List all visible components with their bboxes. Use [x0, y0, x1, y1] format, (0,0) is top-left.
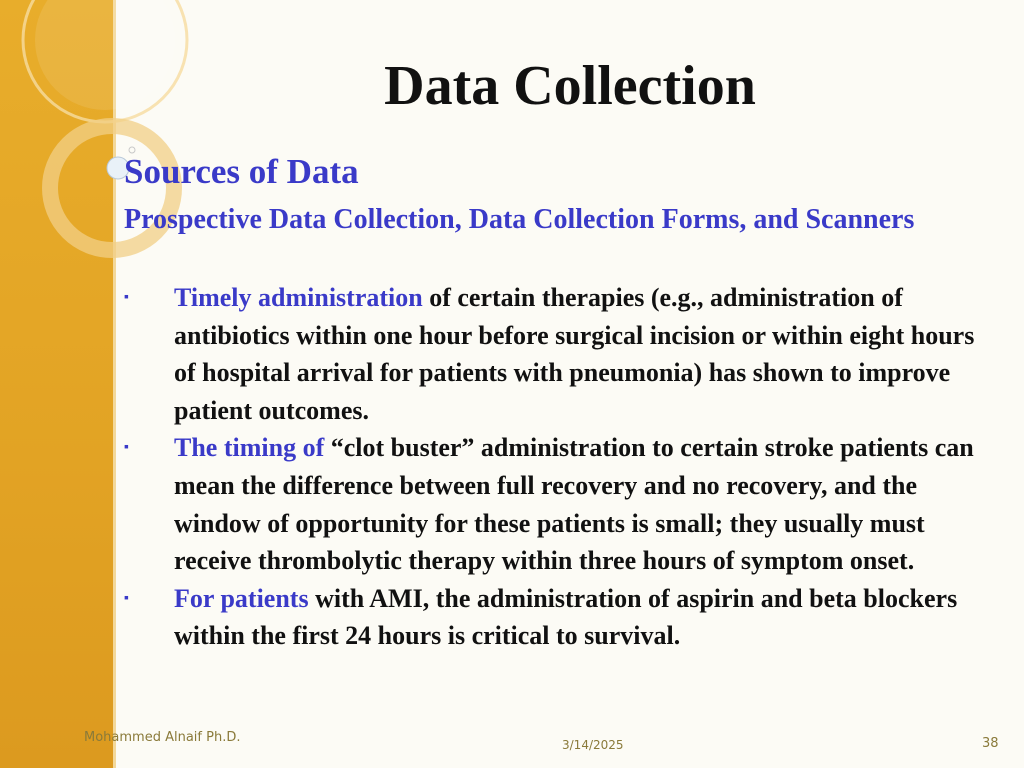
- bullet-text: of certain therapies (e.g., administration of antibiotics within one hour before surgical incision or within eight hours of hospital arrival for patients with pneumonia) has shown to improve patient outcomes.: [174, 283, 975, 425]
- footer-date: 3/14/2025: [562, 738, 624, 752]
- page-number: 38: [982, 736, 999, 751]
- section-heading: Sources of Data: [124, 152, 359, 191]
- bullet-text: with AMI, the administration of aspirin and beta blockers within the first 24 hours is critical to survival.: [174, 583, 958, 651]
- bullet-highlight: Timely administration: [174, 283, 423, 312]
- slide-title: Data Collection: [384, 55, 756, 117]
- bullet-item: [124, 580, 994, 655]
- bullet-list: [124, 279, 994, 655]
- section-subheading: Prospective Data Collection, Data Collection Forms, and Scanners: [124, 204, 915, 235]
- bullet-highlight: For patients: [174, 583, 309, 613]
- bullet-item: [124, 429, 994, 579]
- bullet-item: [124, 279, 994, 429]
- bullet-marker-icon: ▪: [124, 440, 129, 456]
- bullet-highlight: The timing of: [174, 433, 325, 463]
- bullet-marker-icon: ▪: [124, 290, 129, 305]
- bullet-text: “clot buster” administration to certain stroke patients can mean the difference between full recovery and no recovery, and the window of opportunity for these patients is small; they usually must receive thrombolytic therapy within three hours of symptom onset.: [174, 433, 974, 576]
- footer-author: Mohammed Alnaif Ph.D.: [84, 730, 241, 745]
- bullet-marker-icon: ▪: [124, 590, 129, 606]
